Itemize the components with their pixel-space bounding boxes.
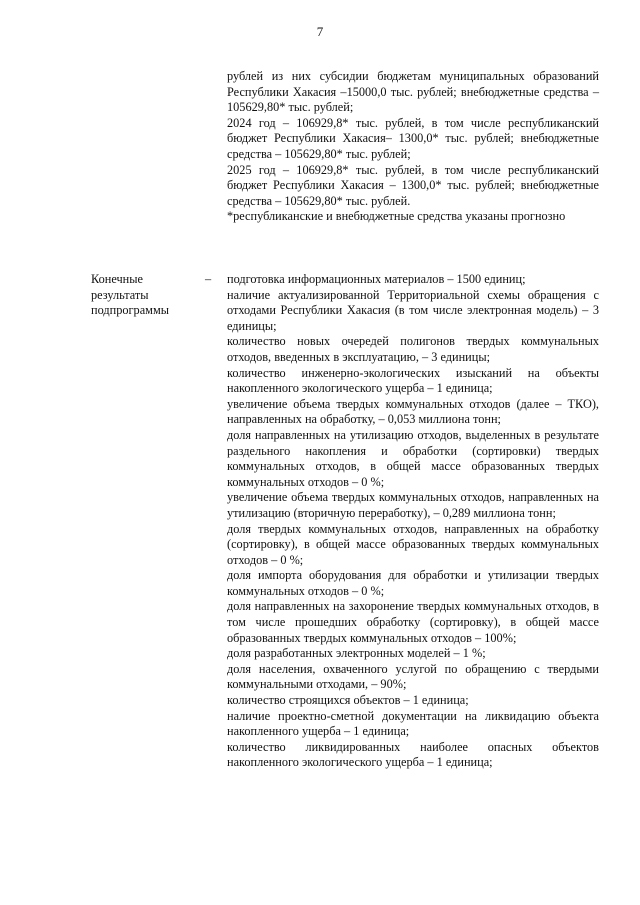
result-item: количество инженерно-экологических изысканий на объекты накопленного экологического ущерба – 1 единица; bbox=[227, 365, 599, 396]
result-item: доля импорта оборудования для обработки и утилизации твердых коммунальных отходов – 0 %; bbox=[227, 568, 599, 598]
result-item: наличие актуализированной Территориальной схемы обращения с отходами Республики Хакасия (в том числе электронная модель) – 3 единицы; bbox=[227, 287, 599, 333]
result-item: увеличение объема твердых коммунальных отходов, направленных на утилизацию (вторичную переработку), – 0,289 миллиона тонн; bbox=[227, 490, 599, 520]
result-item: доля направленных на утилизацию отходов, выделенных в результате раздельного накопления и обработки (сортировки) твердых коммунальных отходов, в общей массе образованных твердых коммунальных отходов – 0 %; bbox=[227, 427, 599, 489]
section-separator: – bbox=[205, 272, 212, 286]
funding-block bbox=[227, 69, 599, 225]
funding-note: *республиканские и внебюджетные средства указаны прогнозно bbox=[227, 209, 566, 224]
section-label-results: Конечные результаты подпрограммы bbox=[91, 272, 169, 318]
results-list bbox=[227, 272, 599, 771]
result-item: количество ликвидированных наиболее опасных объектов накопленного экологического ущерба – 1 единица; bbox=[227, 739, 599, 770]
result-item: наличие проектно-сметной документации на ликвидацию объекта накопленного ущерба – 1 единица; bbox=[227, 708, 599, 739]
result-item: доля направленных на захоронение твердых коммунальных отходов, в том числе прошедших обработку (сортировку), в общей массе образованных твердых коммунальных отходов – 100%; bbox=[227, 599, 599, 645]
funding-paragraph: рублей из них субсидии бюджетам муниципальных образований Республики Хакасия –15000,0 тыс. рублей; внебюджетные средства – 105629,80* тыс. рублей; bbox=[227, 69, 599, 115]
funding-paragraph: 2025 год – 106929,8* тыс. рублей, в том числе республиканский бюджет Республики Хакасия – 1300,0* тыс. рублей; внебюджетные средства – 105629,80* тыс. рублей. bbox=[227, 162, 599, 208]
result-item: доля разработанных электронных моделей – 1 %; bbox=[227, 646, 486, 661]
result-item: количество строящихся объектов – 1 единица; bbox=[227, 693, 469, 708]
result-item: доля населения, охваченного услугой по обращению с твердыми коммунальными отходами, – 90%; bbox=[227, 661, 599, 692]
funding-paragraph: 2024 год – 106929,8* тыс. рублей, в том числе республиканский бюджет Республики Хакасия– 1300,0* тыс. рублей; внебюджетные средства – 105629,80* тыс. рублей; bbox=[227, 115, 599, 161]
result-item: доля твердых коммунальных отходов, направленных на обработку (сортировку), в общей массе образованных твердых коммунальных отходов – 0 %; bbox=[227, 521, 599, 567]
page-number: 7 bbox=[316, 24, 324, 39]
result-item: подготовка информационных материалов – 1500 единиц; bbox=[227, 272, 526, 286]
result-item: увеличение объема твердых коммунальных отходов (далее – ТКО), направленных на обработку, – 0,053 миллиона тонн; bbox=[227, 396, 599, 427]
result-item: количество новых очередей полигонов твердых коммунальных отходов, введенных в эксплуатацию, – 3 единицы; bbox=[227, 334, 599, 364]
